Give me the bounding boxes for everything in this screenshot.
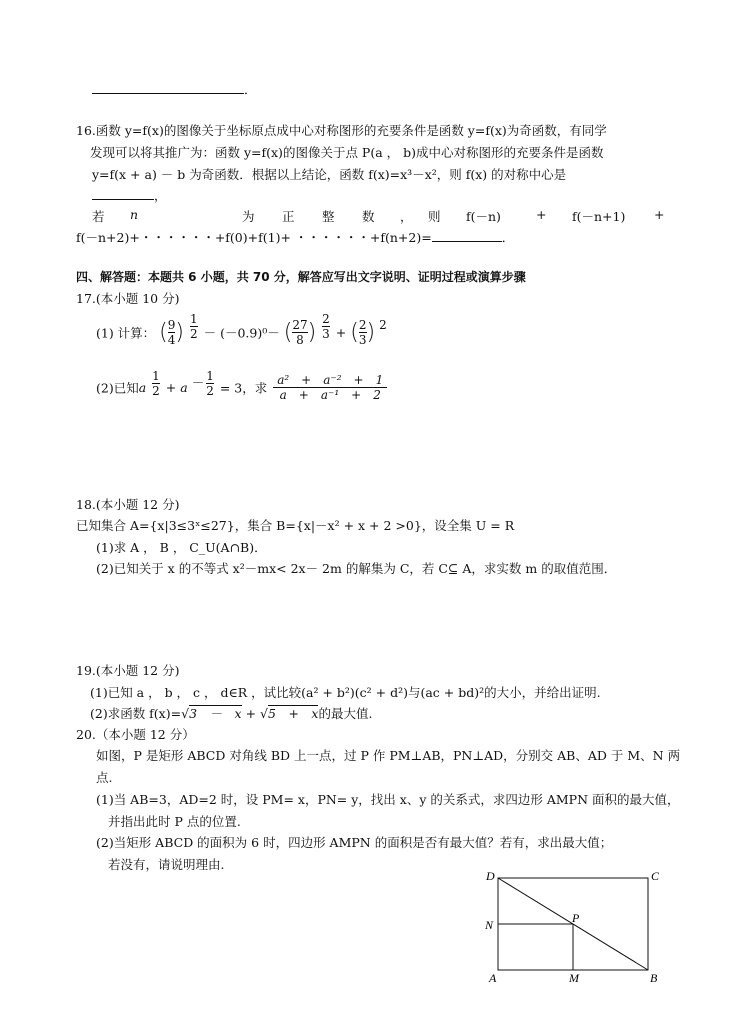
q16-line3: y=f(x + a) － b 为奇函数．根据以上结论，函数 f(x)=x³－x²，则 f(x) 的对称中心是 (92, 167, 567, 182)
q18-line2: (1)求 A ， B ， C_U(A∩B)． (96, 540, 267, 555)
q19-header: 19.(本小题 12 分) (76, 663, 180, 678)
label-p: P (572, 911, 580, 925)
q18-header: 18.(本小题 12 分) (76, 497, 180, 512)
label-m: M (569, 971, 579, 985)
q16-line5-zheng2: 整 (322, 209, 335, 224)
q17-p1-exp2-den: 3 (322, 327, 330, 341)
q17-p1-plus: + (335, 325, 347, 340)
q18-line1: 已知集合 A={x|3≤3ˣ≤27}，集合 B={x|－x² + x + 2 >0}，设全集 U = R (76, 518, 515, 533)
q17-p2-e2-num: 1 (206, 369, 214, 383)
label-b: B (650, 971, 658, 985)
q20-line6: 若没有，请说明理由. (108, 857, 225, 872)
q17-p1-paren-close-b: ) (307, 320, 317, 345)
q19-line2-r1: 3 － x (189, 706, 242, 721)
q16-line5-zheng: 正 (282, 209, 295, 224)
q17-p1-b-num: 27 (292, 318, 308, 332)
label-d: D (486, 869, 495, 883)
q17-p1-paren-close-a: ) (175, 320, 184, 345)
q17-p1-paren-open-b: ( (283, 320, 293, 345)
q16-line5-f1: f(－n) (466, 209, 501, 224)
q17-p2-a: a (138, 380, 147, 395)
q17-p2-frac-num: a² + a⁻² + 1 (273, 373, 387, 388)
q20-line2: 点. (96, 770, 113, 785)
q16-line5-plus2: + (654, 207, 665, 222)
q16-line4 (92, 186, 167, 204)
q16-line5-plus1: + (536, 207, 547, 222)
q19-line2-b: 的最大值. (318, 706, 373, 721)
q17-p1-a-num: 9 (167, 318, 176, 332)
q16-line6-end: ． (501, 230, 515, 245)
q15-end: ． (244, 82, 257, 97)
q17-p1-c-num: 2 (358, 318, 367, 332)
q19-line2-a: (2)求函数 f(x)= (90, 706, 182, 721)
q17-p2-eq: = 3，求 (219, 380, 268, 396)
q17-p1-c-den: 3 (358, 333, 367, 347)
q16-line5-ze: 则 (428, 209, 441, 224)
label-c: C (651, 869, 660, 883)
q16-line6 (76, 228, 514, 246)
q16-line4-end: ， (154, 188, 167, 203)
label-a: A (489, 971, 497, 985)
q18-line3: (2)已知关于 x 的不等式 x²－mx< 2x－ 2m 的解集为 C，若 C⊆ A，求实数 m 的取值范围． (96, 561, 617, 576)
q17-p2-a2: a (180, 380, 188, 395)
q15-answer-blank (92, 80, 257, 98)
q17-p1-exp1-num: 1 (189, 312, 198, 326)
rectangle-figure (480, 866, 670, 991)
q16-line5-n: n (130, 207, 139, 222)
q20-line4: 并指出此时 P 点的位置. (108, 814, 241, 829)
q20-line5: (2)当矩形 ABCD 的面积为 6 时，四边形 AMPN 的面积是否有最大值？若有，求出最大值； (96, 835, 613, 850)
q17-p1-exp3: 2 (379, 318, 387, 332)
q19-line1: (1)已知 a ， b ， c ， d∈R ，试比较(a² + b²)(c² + d²)与(ac + bd)²的大小，并给出证明. (90, 685, 601, 700)
q16-line5-comma: ， (400, 209, 413, 224)
q17-header: 17.(本小题 10 分) (76, 291, 180, 306)
q19-sqrt1-icon: √ (181, 706, 190, 721)
q20-header: 20.（本小题 12 分） (76, 727, 195, 742)
q17-p2-label: (2)已知 (96, 380, 139, 396)
q19-line2-r2: 5 + x (268, 706, 319, 721)
q17-p1-exp2-num: 2 (322, 312, 330, 326)
q17-p1-b-den: 8 (296, 333, 304, 347)
q17-p2-e2-den: 2 (206, 384, 214, 398)
q17-p1-paren-close-c: ) (366, 320, 376, 345)
q17-p1-paren-open-a: ( (159, 320, 168, 345)
q20-line1: 如图，P 是矩形 ABCD 对角线 BD 上一点，过 P 作 PM⊥AB，PN⊥AD，分别交 AB、AD 于 M、N 两 (96, 748, 681, 763)
q17-p2-frac-den: a + a⁻¹ + 2 (279, 388, 381, 402)
q17-p1-mid: － (－0.9)⁰－ (203, 325, 280, 341)
label-n: N (485, 918, 494, 932)
q17-p2-plus: + (165, 380, 177, 395)
q17-part2 (96, 369, 389, 415)
q16-line5-ruo: 若 (92, 209, 105, 224)
q17-p1-a-den: 4 (167, 333, 176, 347)
q16-line5-shu: 数 (362, 209, 375, 224)
q20-line3: (1)当 AB=3，AD=2 时，设 PM= x，PN= y，找出 x、y 的关系式，求四边形 AMPN 面积的最大值， (96, 792, 680, 807)
q17-part1 (96, 312, 387, 358)
q16-line5-f2: f(－n+1) (572, 209, 626, 224)
q19-line2 (90, 704, 372, 722)
q16-line1: 16.函数 y=f(x)的图像关于坐标原点成中心对称图形的充要条件是函数 y=f(x)为奇函数，有同学 (76, 123, 607, 138)
q16-line6-start: f(－n+2)+・・・・・・+f(0)+f(1)+ ・・・・・・+f(n+2)= (76, 230, 432, 245)
q19-sqrt2-icon: √ (260, 706, 268, 721)
q17-p1-paren-open-c: ( (350, 320, 359, 345)
q19-line2-plus: + (245, 706, 257, 721)
section4-title: 四、解答题：本题共 6 小题，共 70 分，解答应写出文字说明、证明过程或演算步骤 (76, 270, 526, 284)
q17-p2-e1-num: 1 (152, 369, 160, 383)
q17-p2-e1-den: 2 (152, 384, 160, 398)
q16-line5-wei: 为 (242, 209, 255, 224)
q16-line2: 发现可以将其推广为：函数 y=f(x)的图像关于点 P(a ， b)成中心对称图形的充要条件是函数 (90, 145, 604, 160)
q17-p2-minus: － (191, 375, 205, 390)
q17-p1-exp1-den: 2 (189, 327, 198, 341)
q17-p1-label: (1) 计算： (96, 325, 156, 341)
